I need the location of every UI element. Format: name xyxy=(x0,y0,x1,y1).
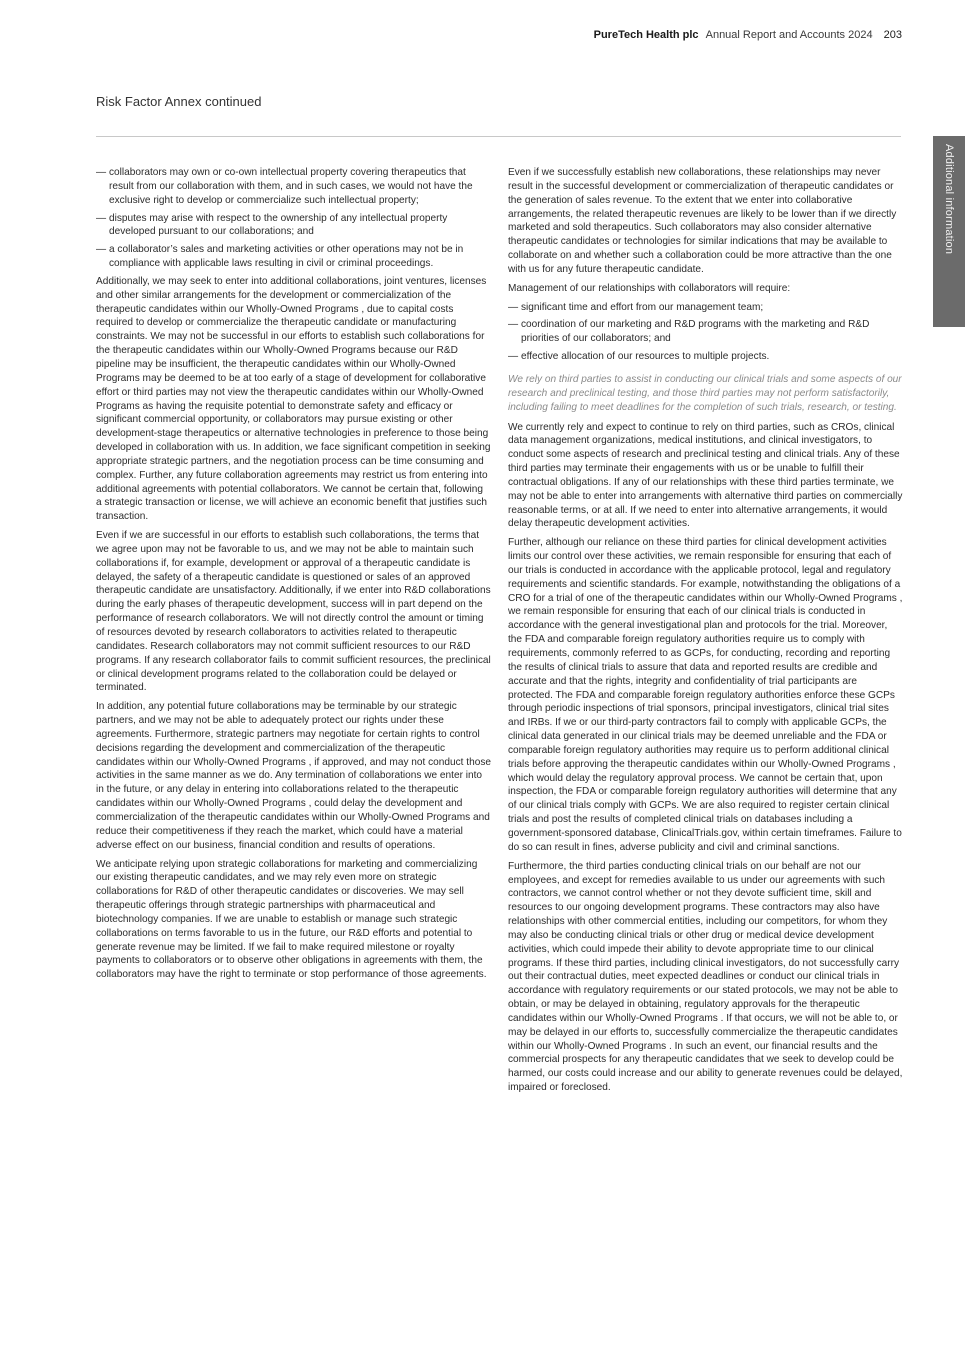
list-item: — a collaborator’s sales and marketing activities or other operations may not be in compliance with applicable laws resulting in civil or criminal proceedings. xyxy=(96,243,491,271)
body-paragraph: We anticipate relying upon strategic collaborations for marketing and commercializing our existing therapeutic candidates, and we may rely even more on strategic collaborations for R&D of other therapeutic candidates or discoveries. We may sell therapeutic offerings through strategic partnerships with pharmaceutical and biotechnology companies. If we are unable to establish or manage such strategic collaborations on terms favorable to us in the future, our R&D efforts and potential to generate revenue may be limited. If we fail to make required milestone or royalty payments to collaborators or to observe other obligations in agreements with them, the collaborators may have the right to terminate or stop performance of those agreements. xyxy=(96,858,487,981)
right-column xyxy=(508,166,903,1100)
body-paragraph: We currently rely and expect to continue to rely on third parties, such as CROs, clinical data management organizations, medical institutions, and clinical investigators, to conduct some aspects of research and preclinical testing and clinical trials. Any of these third parties may terminate their engagements with us or be unable to fulfill their contractual obligations. If any of our relationships with these third parties terminate, we may not be able to enter into arrangements with alternative third parties on commercially reasonable terms, or at all. If we need to enter into alternative arrangements, it would delay therapeutic development activities. xyxy=(508,421,903,530)
page-number: 203 xyxy=(883,29,902,41)
company-name: PureTech Health plc xyxy=(593,29,699,41)
body-paragraph: Even if we successfully establish new collaborations, these relationships may never result in the successful development or commercialization of therapeutic candidates or the generation of sales revenue. To the extent that we enter into collaborative arrangements, the related therapeutic revenues are likely to be lower than if we directly marketed and sold therapeutics. Such collaborators may also consider alternative therapeutic candidates or technologies for similar indications that may be available to collaborate on and whether such a collaboration could be more attractive than the one with us for any future therapeutic candidate. xyxy=(508,167,897,275)
list-item: — disputes may arise with respect to the ownership of any intellectual property developed pursuant to our collaborations; and xyxy=(96,212,491,240)
body-paragraph: Even if we are successful in our efforts to establish such collaborations, the terms that we agree upon may not be favorable to us, and we may not be able to maintain such collaborations if, for example, development or approval of a therapeutic candidate is delayed, the safety of a therapeutic candidate is questioned or sales of an approved therapeutic candidate are unsatisfactory. Additionally, if we enter into R&D collaborations during the early phases of therapeutic development, success will in part depend on the performance of research collaborators. We will not directly control the amount or timing of resources devoted by research collaborators to activities related to therapeutic candidates. Research collaborators may not commit sufficient resources to our R&D programs. If any research collaborator fails to commit sufficient resources, the preclinical or clinical development programs related to the collaboration could be delayed or terminated. xyxy=(96,530,491,694)
bullet-list xyxy=(508,301,903,364)
body-paragraph: Furthermore, the third parties conducting clinical trials on our behalf are not our employees, and except for remedies available to us under our agreements with such contractors, we cannot control whether or not they devote sufficient time, skill and resources to our ongoing development programs. These contractors may also have relationships with other commercial entities, including our competitors, for whom they may also be conducting clinical trials or other drug or medical device development activities, which could impede their ability to devote appropriate time to our clinical programs. If these third parties, including clinical investigators, do not successfully carry out their contractual duties, meet expected deadlines or conduct our clinical trials in accordance with regulatory requirements or our stated protocols, we may not be able to obtain, or may be delayed in obtaining, regulatory approvals for the therapeutic candidates within our Wholly-Owned Programs . If that occurs, we will not be able to, or may be delayed in our efforts to, successfully commercialize the therapeutic candidates within our Wholly-Owned Programs . In such an event, our financial results and the commercial prospects for any therapeutic candidates that we seek to develop could be harmed, our costs could increase and our ability to generate revenues could be delayed, impaired or foreclosed. xyxy=(508,860,903,1094)
report-title: Annual Report and Accounts 2024 xyxy=(705,29,873,41)
bullet-list xyxy=(96,166,491,271)
side-tab-label: Additional information xyxy=(943,144,955,255)
left-column xyxy=(96,166,491,987)
body-paragraph: Additionally, we may seek to enter into additional collaborations, joint ventures, licenses and other similar arrangements for the development or commercialization of the therapeutic candidates within our Wholly-Owned Programs , due to capital costs required to develop or commercialize the therapeutic candidate or manufacturing constraints. We may not be successful in our efforts to establish such collaborations for the therapeutic candidates within our Wholly-Owned Programs because our R&D pipeline may be insufficient, the therapeutic candidates within our Wholly-Owned Programs may be deemed to be at too early of a stage of development for collaborative effort or third parties may not view the therapeutic candidates within our Wholly-Owned Programs as having the requisite potential to demonstrate safety and efficacy or significant commercial opportunity, or collaborators may pursue existing or other development-stage therapeutics or alternative technologies in preference to those being developed in collaboration with us. In addition, we face significant competition in seeking appropriate strategic partners, and the negotiation process can be time consuming and complex. Further, any future collaboration agreements may restrict us from entering into additional agreements with potential collaborators. We cannot be certain that, following a strategic transaction or license, we will achieve an economic benefit that justifies such transaction. xyxy=(96,275,491,523)
body-paragraph: Management of our relationships with collaborators will require: xyxy=(508,282,791,294)
page-header xyxy=(594,29,902,41)
header-divider xyxy=(96,136,901,137)
body-paragraph: Further, although our reliance on these third parties for clinical development activities limits our control over these activities, we remain responsible for ensuring that each of our trials is conducted in accordance with the applicable protocol, legal and regulatory requirements and scientific standards. For example, notwithstanding the obligations of a CRO for a trial of one of the therapeutic candidates within our Wholly-Owned Programs , we remain responsible for ensuring that each of our clinical trials is conducted in accordance with the general investigational plan and protocols for the trial. Moreover, the FDA and comparable foreign regulatory authorities require us to comply with requirements, commonly referred to as GCPs, for conducting, recording and reporting the results of clinical trials to assure that data and reported results are credible and accurate and that the rights, integrity and confidentiality of trial participants are protected. The FDA and comparable foreign regulatory authorities enforce these GCPs through periodic inspections of trial sponsors, principal investigators, clinical trial sites and IRBs. If we or our third-party contractors fail to comply with applicable GCPs, the clinical data generated in our clinical trials may be deemed unreliable and the FDA or comparable foreign regulatory authorities may require us to perform additional clinical trials before approving the therapeutic candidates within our Wholly-Owned Programs , which would delay the regulatory approval process. We cannot be certain that, upon inspection, the FDA or comparable foreign regulatory authorities will determine that any of our clinical trials comply with GCPs. We are also required to register certain clinical trials and post the results of completed clinical trials on databases including a government-sponsored database, ClinicalTrials.gov, within certain timeframes. Failure to do so can result in fines, adverse publicity and civil and criminal sanctions. xyxy=(508,537,903,853)
body-paragraph: In addition, any potential future collaborations may be terminable by our strategic partners, and we may not be able to adequately protect our rights under these agreements. Furthermore, strategic partners may negotiate for certain rights to control decisions regarding the development and commercialization of the therapeutic candidates within our Wholly-Owned Programs , if approved, and may not conduct those activities in the same manner as we do. Any termination of collaborations we enter into in the future, or any delay in entering into collaborations related to the therapeutic candidates within our Wholly-Owned Programs , could delay the development and commercialization of the therapeutic candidates within our Wholly-Owned Programs and reduce their competitiveness if they reach the market, which could have a material adverse effect on our business, financial condition and results of operations. xyxy=(96,701,491,851)
list-item: — collaborators may own or co-own intellectual property covering therapeutics that result from our collaboration with them, and in such cases, we would not have the exclusive right to develop or commercialize such intellectual property; xyxy=(96,166,491,208)
side-section-tab[interactable] xyxy=(933,136,965,327)
risk-heading: We rely on third parties to assist in conducting our clinical trials and some aspects of our research and preclinical testing, and those third parties may not perform satisfactorily, including failing to meet deadlines for the completion of such trials, research, or testing. xyxy=(508,373,902,413)
section-title: Risk Factor Annex continued xyxy=(96,94,262,109)
list-item: — significant time and effort from our management team; xyxy=(508,301,903,315)
list-item: — coordination of our marketing and R&D programs with the marketing and R&D priorities of our collaborators; and xyxy=(508,318,903,346)
list-item: — effective allocation of our resources to multiple projects. xyxy=(508,350,903,364)
